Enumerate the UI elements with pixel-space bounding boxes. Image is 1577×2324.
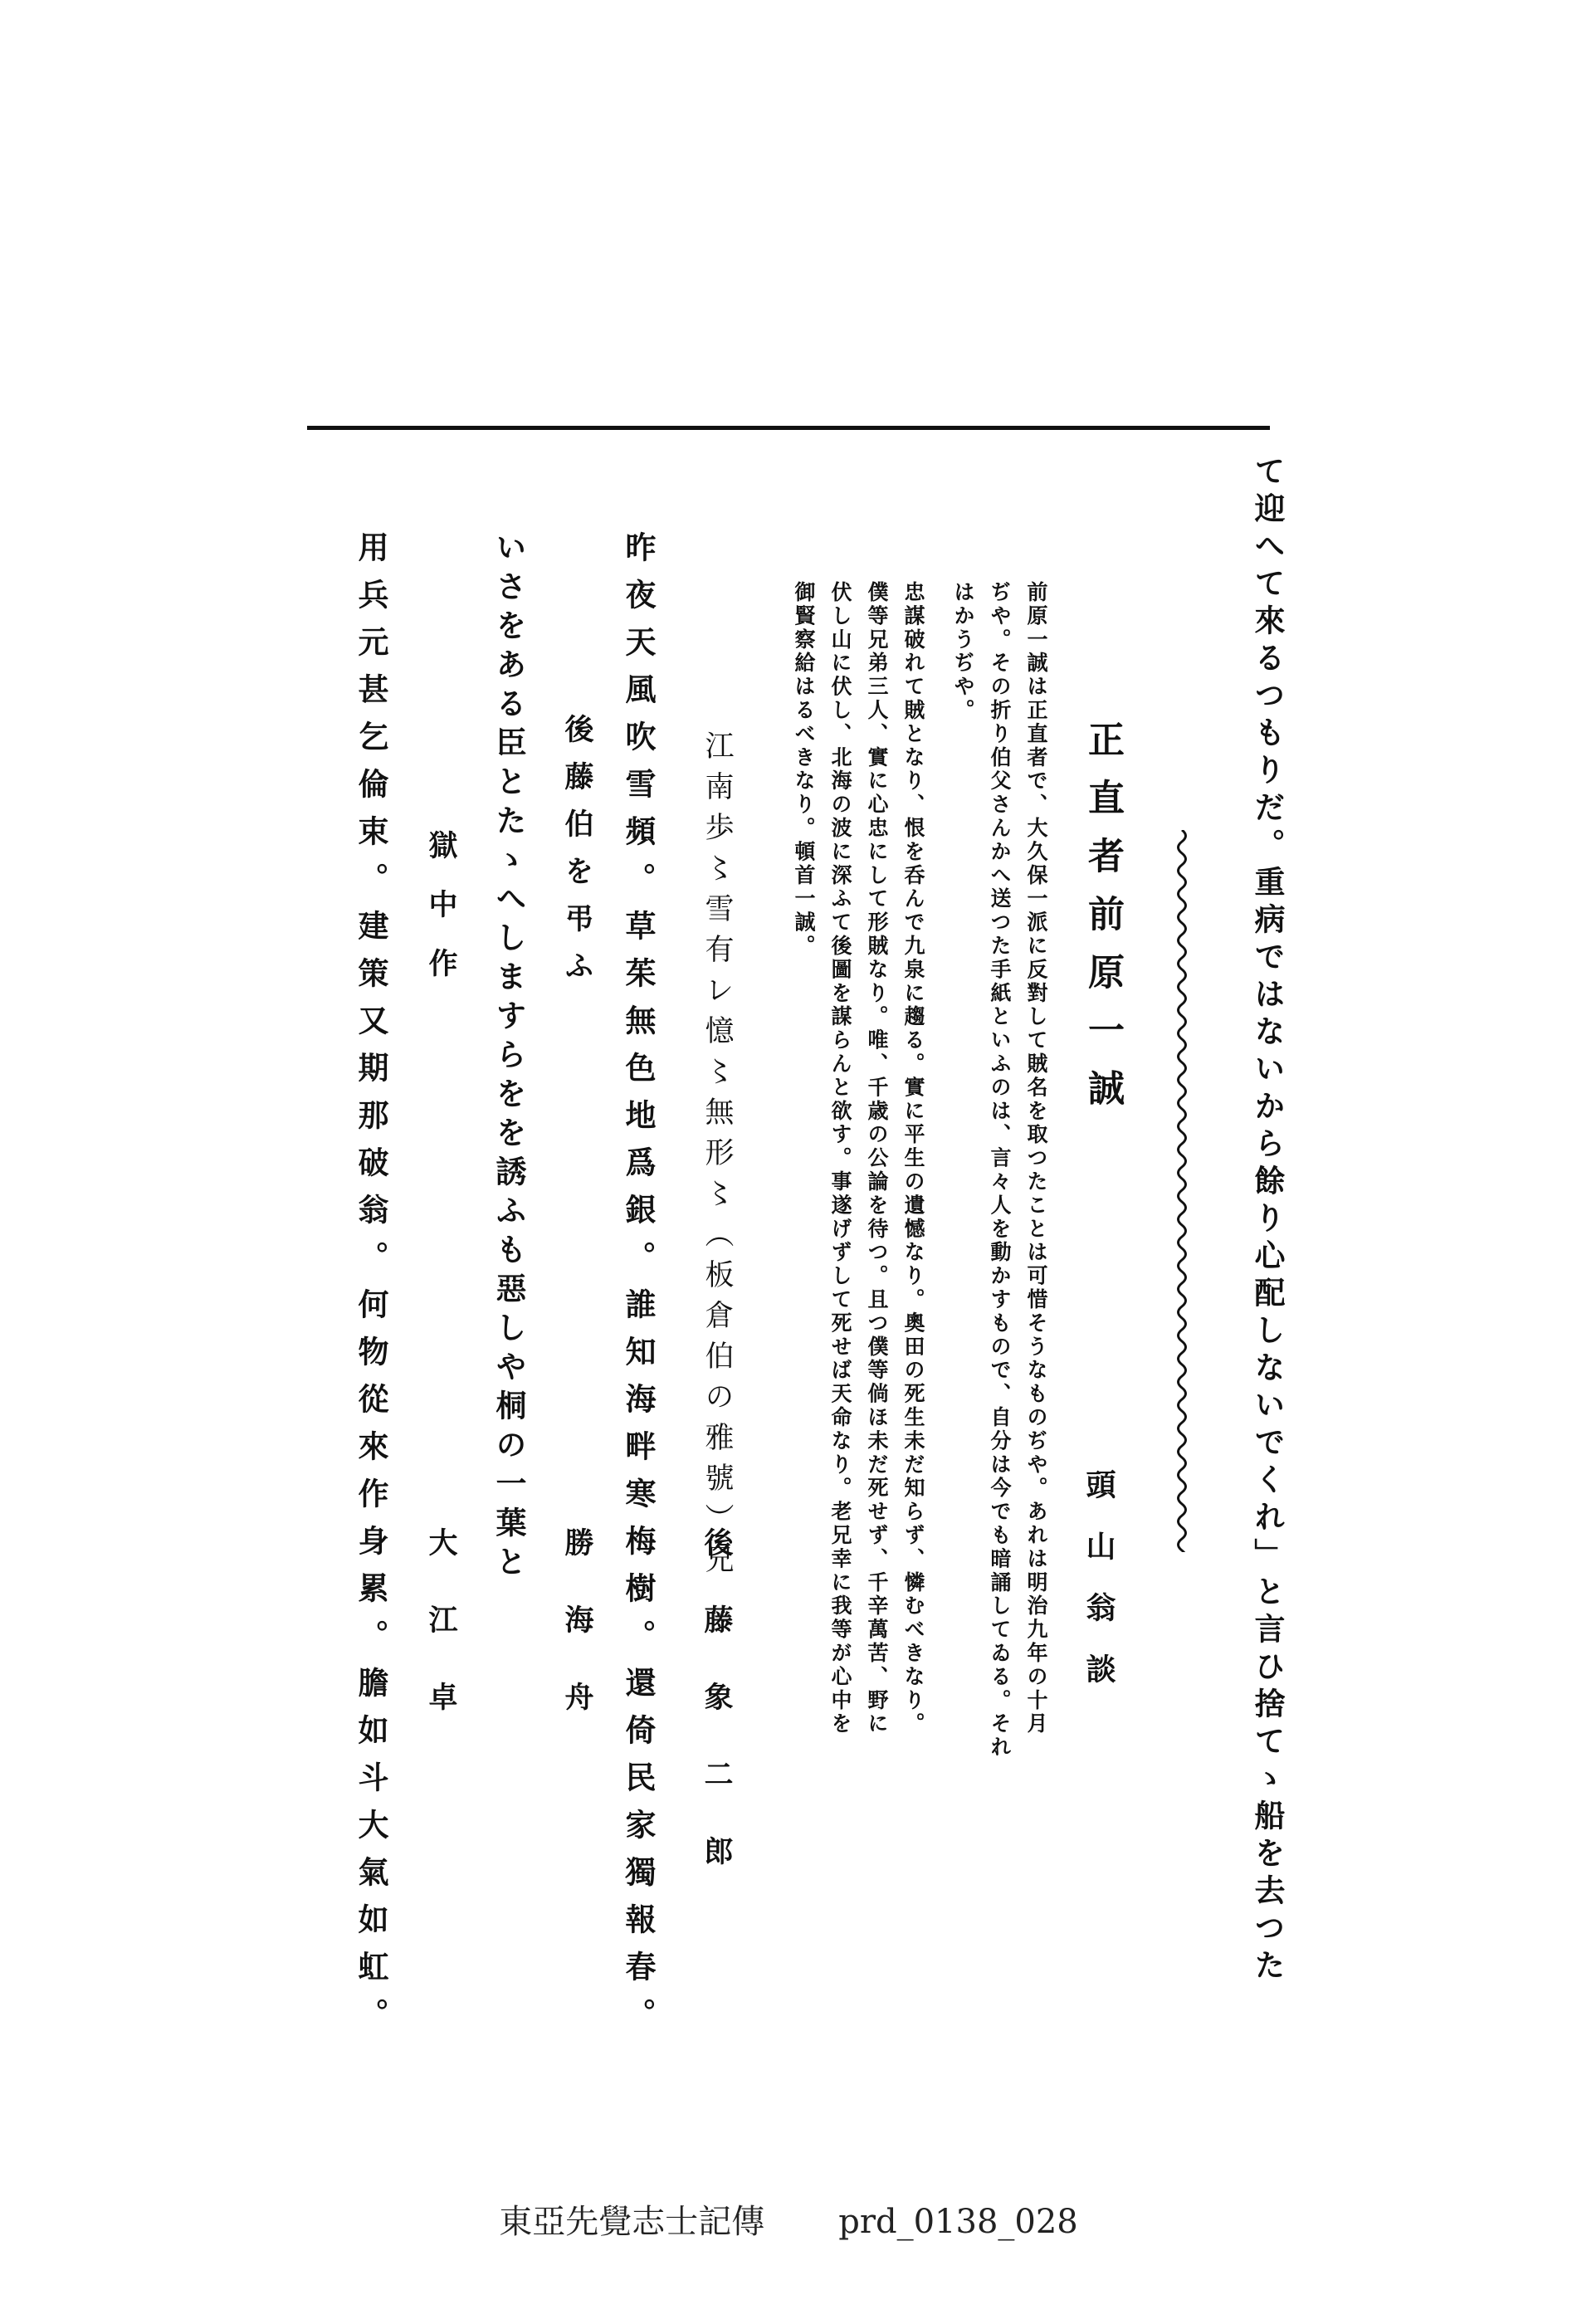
section-title: 正直者前原一誠 bbox=[1081, 720, 1124, 1127]
poem-text: いさをある臣とたゝへしますらをを誘ふも惡しや桐の一葉と bbox=[491, 531, 527, 1584]
letter-line: 御賢察給はるべきなり。頓首一誠。 bbox=[792, 581, 816, 959]
poem-title: 江南歩〻雪有レ憶〻無形〻（板倉伯の雅號）兄 bbox=[701, 730, 734, 1584]
section-byline: 頭山翁談 bbox=[1081, 1469, 1116, 1715]
letter-line: 伏し山に伏し、北海の波に深ふて後圖を謀らんと欲す。事遂げずして死せば天命なり。老兄幸に我等が心中を bbox=[828, 581, 852, 1736]
wavy-separator bbox=[1172, 830, 1192, 1552]
paragraph-line: はかうぢや。 bbox=[951, 581, 975, 723]
footer-book-title: 東亞先覺志士記傳 bbox=[499, 2203, 765, 2241]
poem-title: 獄中作 bbox=[424, 830, 458, 1007]
footer-page-id: prd_0138_028 bbox=[838, 2203, 1078, 2241]
letter-line: 僕等兄弟三人、實に心忠にして形賊なり。唯、千歳の公論を待つ。且つ僕等倘ほ未だ死せず、千辛萬苦、野に bbox=[865, 581, 889, 1736]
paragraph-line: 前原一誠は正直者で、大久保一派に反對して賊名を取つたことは可惜そうなものぢや。あれは明治九年の十月 bbox=[1024, 581, 1048, 1736]
top-rule bbox=[307, 426, 1270, 430]
page-footer bbox=[0, 2195, 1577, 2243]
poem-text: 用兵元甚乞倫束。建策又期那破翁。何物從來作身累。膽如斗大氣如虹。 bbox=[353, 531, 389, 2045]
letter-line: 忠謀破れて賊となり、恨を呑んで九泉に趨る。實に平生の遺憾なり。奧田の死生未だ知らず、憐むべきなり。 bbox=[901, 581, 925, 1736]
continuation-text: て迎へて來るつもりだ。重病ではないから餘り心配しないでくれ」と言ひ捨てゝ船を去つた bbox=[1249, 455, 1286, 1986]
poem-author: 大江卓 bbox=[424, 1527, 458, 1759]
poem-title: 後藤伯を弔ふ bbox=[560, 714, 594, 998]
poem-author: 後藤象二郎 bbox=[700, 1527, 734, 1913]
paragraph-line: ぢや。その折り伯父さんかへ送つた手紙といふのは、言々人を動かすもので、自分は今でも暗誦してゐる。それ bbox=[988, 581, 1012, 1760]
poem-author: 勝海舟 bbox=[560, 1527, 594, 1759]
poem-text: 昨夜天風吹雪頻。草茱無色地爲銀。誰知海畔寒梅樹。還倚民家獨報春。 bbox=[620, 531, 657, 2045]
